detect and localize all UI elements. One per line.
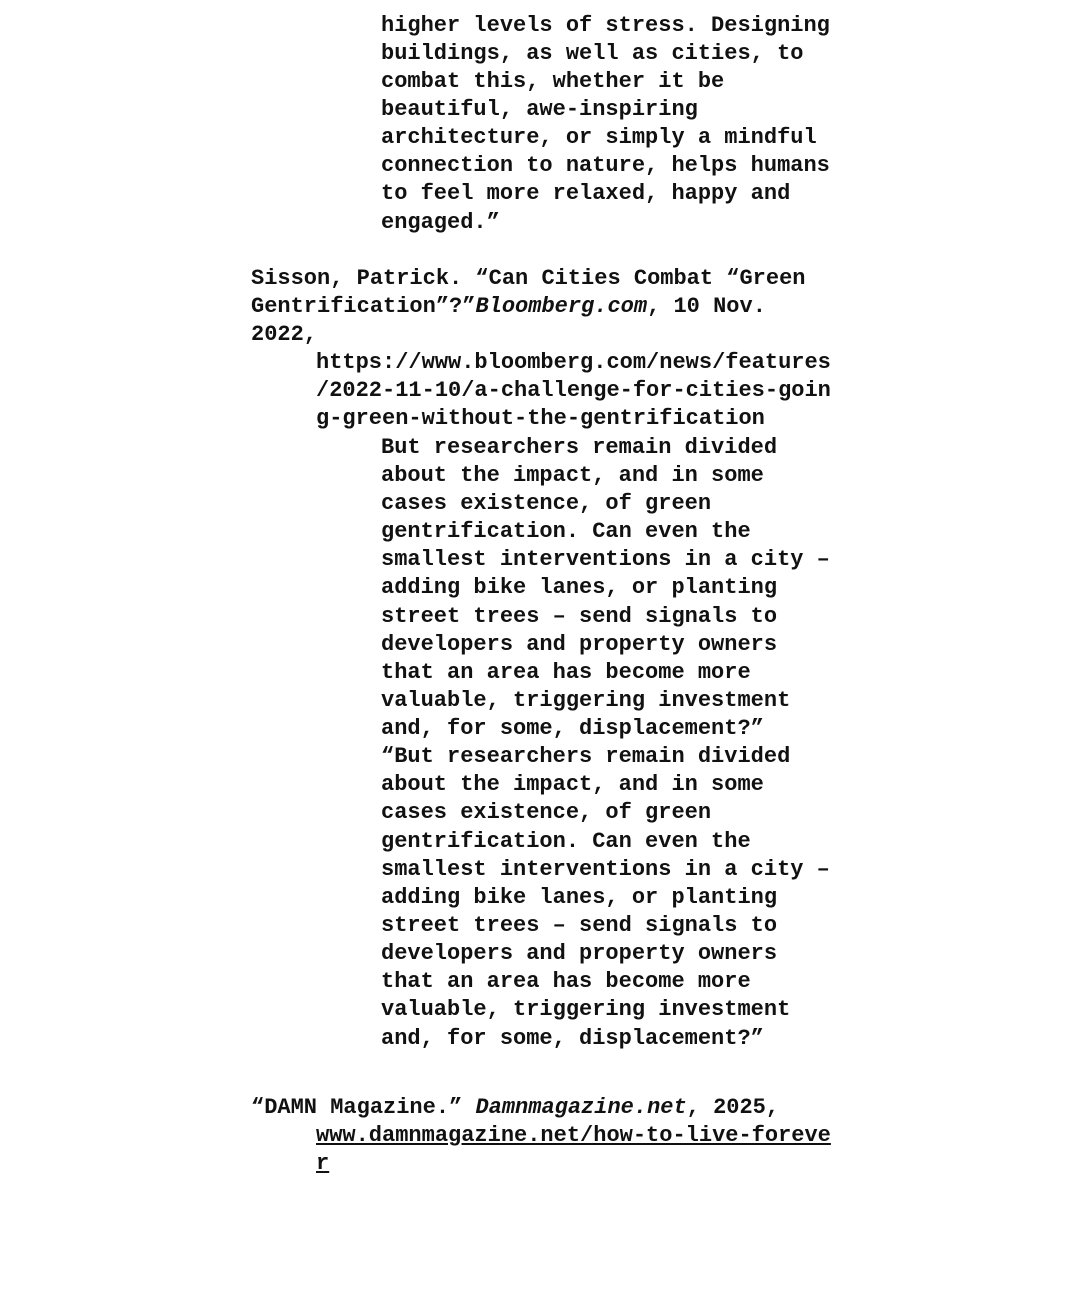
quote-line: to feel more relaxed, happy and	[381, 181, 791, 206]
quote-line: adding bike lanes, or planting	[381, 575, 778, 600]
quote-line: smallest interventions in a city –	[381, 547, 830, 572]
quote-line: about the impact, and in some	[381, 463, 764, 488]
quote-line: buildings, as well as cities, to	[381, 41, 804, 66]
quote-line: combat this, whether it be	[381, 69, 725, 94]
url-link-line[interactable]: www.damnmagazine.net/how-to-live-foreve	[316, 1123, 831, 1148]
quote-line: developers and property owners	[381, 632, 778, 657]
quote-line: valuable, triggering investment	[381, 997, 791, 1022]
quote-line: smallest interventions in a city –	[381, 857, 830, 882]
quote-line: “But researchers remain divided	[381, 744, 791, 769]
citation-year: 2022,	[251, 322, 318, 347]
citation-title-end: Gentrification”?”	[251, 294, 476, 319]
quote-line: gentrification. Can even the	[381, 519, 751, 544]
quote-line: But researchers remain divided	[381, 435, 778, 460]
quote-line: engaged.”	[381, 210, 500, 235]
citation-source: Bloomberg.com	[475, 294, 648, 319]
quote-line: street trees – send signals to	[381, 913, 778, 938]
quote-line: adding bike lanes, or planting	[381, 885, 778, 910]
url-line[interactable]: g-green-without-the-gentrification	[316, 406, 765, 431]
url-line[interactable]: https://www.bloomberg.com/news/features	[316, 350, 831, 375]
quote-line: beautiful, awe-inspiring	[381, 97, 698, 122]
citation-author-title: Sisson, Patrick. “Can Cities Combat “Green	[251, 266, 806, 291]
quote-line: that an area has become more	[381, 660, 751, 685]
quote-line: cases existence, of green	[381, 800, 712, 825]
url-link-line[interactable]: r	[316, 1151, 330, 1176]
citation-date: , 2025,	[686, 1095, 780, 1120]
quote-line: connection to nature, helps humans	[381, 153, 830, 178]
quote-line: about the impact, and in some	[381, 772, 764, 797]
url-line[interactable]: /2022-11-10/a-challenge-for-cities-goin	[316, 378, 831, 403]
citation-title-source	[251, 293, 766, 321]
quote-line: developers and property owners	[381, 941, 778, 966]
quote-line: gentrification. Can even the	[381, 829, 751, 854]
quote-line: and, for some, displacement?”	[381, 1026, 764, 1051]
citation-title-source	[251, 1094, 779, 1122]
quote-line: higher levels of stress. Designing	[381, 13, 830, 38]
quote-line: valuable, triggering investment	[381, 688, 791, 713]
quote-line: street trees – send signals to	[381, 604, 778, 629]
quote-line: architecture, or simply a mindful	[381, 125, 817, 150]
citation-source: Damnmagazine.net	[475, 1095, 687, 1120]
citation-date: , 10 Nov.	[647, 294, 766, 319]
quote-line: that an area has become more	[381, 969, 751, 994]
quote-line: cases existence, of green	[381, 491, 712, 516]
quote-line: and, for some, displacement?”	[381, 716, 764, 741]
citation-title: “DAMN Magazine.”	[251, 1095, 476, 1120]
